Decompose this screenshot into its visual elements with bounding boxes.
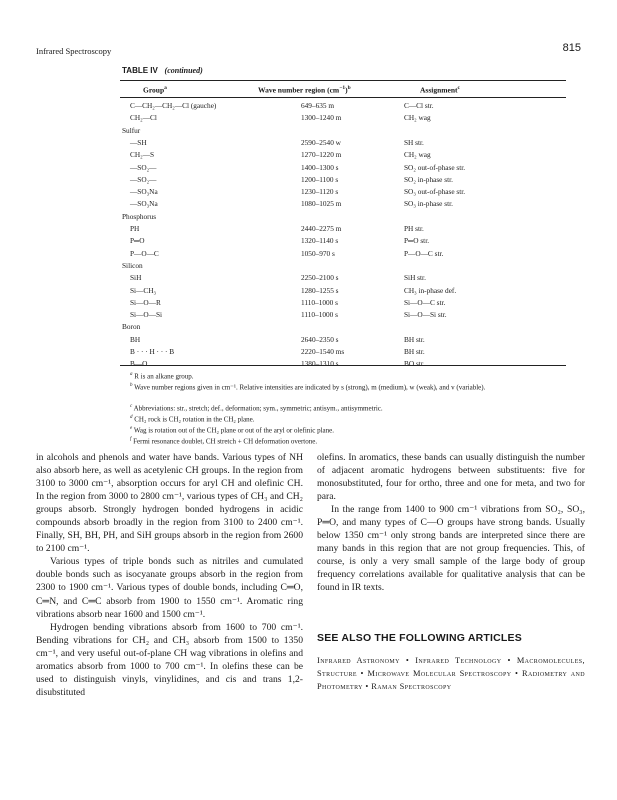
cell-group: Si—O—Si (130, 310, 163, 320)
cell-wave-number: 1300–1240 m (301, 113, 342, 123)
table-row (120, 224, 566, 237)
cell-assignment: SO₂ in-phase str. (404, 174, 453, 184)
table-section-heading (120, 126, 566, 139)
cell-assignment: CH₂ wag (404, 150, 431, 160)
table-row (120, 347, 566, 360)
table-top-rule (120, 80, 566, 81)
see-also-article-link[interactable]: Macromolecules, Structure (317, 656, 586, 679)
paragraph: in alcohols and phenols and water have bands. Various types of NH also absorb here, as well as acetylenic CH groups. In the region from 3100 to 3000 cm⁻¹, absorption occurs for aryl CH and olefinic CH. In the region from 3000 to 2800 cm⁻¹, various types of CH₃ and CH₂ groups absorb. Strongly hydrogen bonded hydrogens in acidic compounds absorb broadly in the region from 3100 to 2400 cm⁻¹. Finally, SH, BH, PH, and SiH groups absorb in the region from 2600 to 2100 cm⁻¹. (36, 452, 303, 555)
cell-assignment: BH str. (404, 347, 425, 356)
table-row (120, 199, 566, 212)
cell-group: —SO₃Na (130, 199, 158, 209)
table-section-heading (120, 322, 566, 335)
cell-group: CH₂—S (130, 150, 155, 160)
cell-group: Si—CH₃ (130, 285, 157, 295)
cell-wave-number: 1110–1000 s (301, 297, 338, 307)
see-also-article-link[interactable]: Raman Spectroscopy (371, 682, 452, 692)
table-row (120, 113, 566, 126)
cell-wave-number: 2440–2275 m (301, 224, 342, 233)
bullet-separator: • (405, 656, 410, 665)
cell-assignment: BO str. (404, 359, 425, 369)
see-also-article-link[interactable]: Microwave Molecular Spectroscopy (367, 669, 512, 679)
cell-group: —SH (130, 137, 147, 147)
cell-wave-number: 1080–1025 m (301, 199, 342, 209)
cell-assignment: BH str. (404, 334, 425, 344)
table-row (120, 163, 566, 176)
table-row (120, 249, 566, 262)
cell-group: Si—O—R (130, 297, 161, 307)
table-row (120, 150, 566, 163)
cell-wave-number: 1270–1220 m (301, 150, 342, 160)
cell-group: CH₂—Cl (130, 113, 157, 123)
cell-wave-number: 2250–2100 s (301, 273, 339, 283)
cell-wave-number: 1230–1120 s (301, 187, 339, 197)
cell-assignment: SH str. (404, 137, 424, 147)
table-caption-note: (continued) (164, 66, 203, 75)
cell-wave-number: 649–635 m (301, 101, 335, 110)
table-section-heading (120, 261, 566, 274)
cell-assignment: C—Cl str. (404, 101, 434, 110)
table-row (120, 138, 566, 151)
cell-group: BH (130, 334, 141, 344)
see-also-heading: SEE ALSO THE FOLLOWING ARTICLES (317, 632, 522, 644)
cell-assignment: P—O—C str. (404, 248, 444, 258)
table-row (120, 286, 566, 299)
table-row (120, 335, 566, 348)
table-section-heading (120, 212, 566, 225)
table-caption (122, 66, 203, 75)
table-footnote: $^c$ Abbreviations: str., stretch; def., deformation; sym., symmetric; antisym., antisymmetric. (130, 404, 383, 413)
paragraph: In the range from 1400 to 900 cm⁻¹ vibrations from SO₂, SO₃, P═O, and many types of C—O groups have strong bands. Usually below 1350 cm⁻¹ only strong bands are interpreted since there are many bands in this region that are not group frequencies. This, of course, is only a very small sample of the large body of group frequency correlations available for qualitative analysis that can be found in IR texts. (317, 504, 585, 594)
cell-group: PH (130, 224, 140, 233)
table-bottom-rule (120, 365, 566, 366)
cell-group: Silicon (122, 260, 143, 270)
cell-group: —SO₃Na (130, 187, 158, 197)
page-number: 815 (562, 42, 581, 54)
cell-group: SiH (130, 273, 142, 283)
cell-group: C—CH₂—CH₂—Cl (gauche) (130, 101, 217, 110)
cell-group: —SO₂— (130, 174, 157, 184)
table-footnote: $^e$ Wag is rotation out of the CH₂ plane or out of the aryl or olefinic plane. (130, 426, 335, 435)
cell-group: B—O (130, 359, 148, 369)
table-row (120, 298, 566, 311)
table-row (120, 175, 566, 188)
cell-assignment: CH₃ in-phase def. (404, 285, 457, 295)
see-also-article-link[interactable]: Radiometry and Photometry (317, 669, 586, 692)
cell-group: B · · · H · · · B (130, 347, 175, 356)
bullet-separator: • (515, 669, 519, 679)
see-also-articles (317, 654, 585, 694)
table-row (120, 310, 566, 323)
cell-wave-number: 2220–1540 ms (301, 347, 345, 356)
table-row (120, 236, 566, 249)
table-row (120, 273, 566, 286)
cell-assignment: PH str. (404, 224, 424, 233)
see-also-article-link[interactable]: Infrared Astronomy (317, 656, 400, 665)
cell-group: P═O (130, 236, 145, 246)
cell-group: Sulfur (122, 125, 141, 135)
cell-wave-number: 1050–970 s (301, 248, 335, 258)
cell-assignment: CH₂ wag (404, 113, 431, 123)
cell-group: —SO₂— (130, 162, 157, 172)
paragraph: olefins. In aromatics, these bands can usually distinguish the number of adjacent aromatic hydrogens between substituents: five for monosubstituted, four for ortho, three and one for meta, and two for para. (317, 452, 585, 503)
cell-wave-number: 1280–1255 s (301, 285, 339, 295)
see-also-article-link[interactable]: Infrared Technology (415, 656, 502, 665)
col-header-group: Group$^a$ (143, 85, 167, 95)
bullet-separator: • (360, 669, 364, 679)
table-footnote: $^d$ CH₂ rock is CH₂ rotation in the CH₂ plane. (130, 415, 255, 424)
cell-wave-number: 1320–1140 s (301, 236, 339, 246)
cell-wave-number: 1110–1000 s (301, 310, 338, 320)
table-footnote: $^f$ Fermi resonance doublet, CH stretch + CH deformation overtone. (130, 437, 318, 446)
cell-wave-number: 1400–1300 s (301, 162, 339, 172)
table-row (120, 187, 566, 200)
col-header-assignment: Assignment$^c$ (420, 85, 460, 95)
paragraph: Hydrogen bending vibrations absorb from 1600 to 700 cm⁻¹. Bending vibrations for CH₂ and CH₃ absorb from 1500 to 1350 cm⁻¹, and very useful out-of-plane CH wag vibrations in olefins and aromatics absorb from 1000 to 700 cm⁻¹. In olefins these can be used to distinguish vinyls, vinylidines, and cis and trans 1,2-disubstituted (36, 621, 303, 698)
table-row (120, 101, 566, 114)
cell-assignment: SO₂ out-of-phase str. (404, 162, 466, 172)
cell-wave-number: 1380–1310 s (301, 359, 339, 369)
cell-assignment: SO₃ out-of-phase str. (404, 187, 466, 197)
cell-wave-number: 1200–1100 s (301, 174, 339, 184)
cell-group: Phosphorus (122, 211, 157, 221)
cell-group: Boron (122, 322, 141, 332)
cell-assignment: P═O str. (404, 236, 430, 246)
cell-assignment: SO₃ in-phase str. (404, 199, 453, 209)
bullet-separator: • (507, 656, 511, 665)
cell-assignment: Si—O—Si str. (404, 310, 447, 320)
cell-assignment: Si—O—C str. (404, 297, 446, 307)
cell-assignment: SiH str. (404, 273, 426, 283)
running-header-title: Infrared Spectroscopy (36, 46, 112, 56)
bullet-separator: • (365, 682, 369, 692)
body-column-right (317, 451, 585, 595)
table-caption-label: TABLE IV (122, 66, 158, 75)
cell-wave-number: 2640–2350 s (301, 334, 339, 344)
cell-group: P—O—C (130, 248, 159, 258)
cell-wave-number: 2590–2540 w (301, 137, 341, 147)
paragraph: Various types of triple bonds such as nitriles and cumulated double bonds such as isocyanate groups absorb in the region from 2300 to 1900 cm⁻¹. Various types of double bonds, including C═O, C═N, and C═C absorb from 1900 to 1550 cm⁻¹. Aromatic ring vibrations absorb near 1600 and 1500 cm⁻¹. (36, 556, 303, 620)
table-footnote: $^b$ Wave number regions given in cm⁻¹. Relative intensities are indicated by s (strong), m (medium), w (weak), and v (variable). (130, 383, 486, 392)
table-footnote: $^a$ R is an alkane group. (130, 372, 194, 381)
body-column-left (36, 451, 303, 699)
table-header-rule (120, 97, 566, 98)
col-header-wave: Wave number region $(cm^{-1})^b$ (258, 85, 351, 95)
